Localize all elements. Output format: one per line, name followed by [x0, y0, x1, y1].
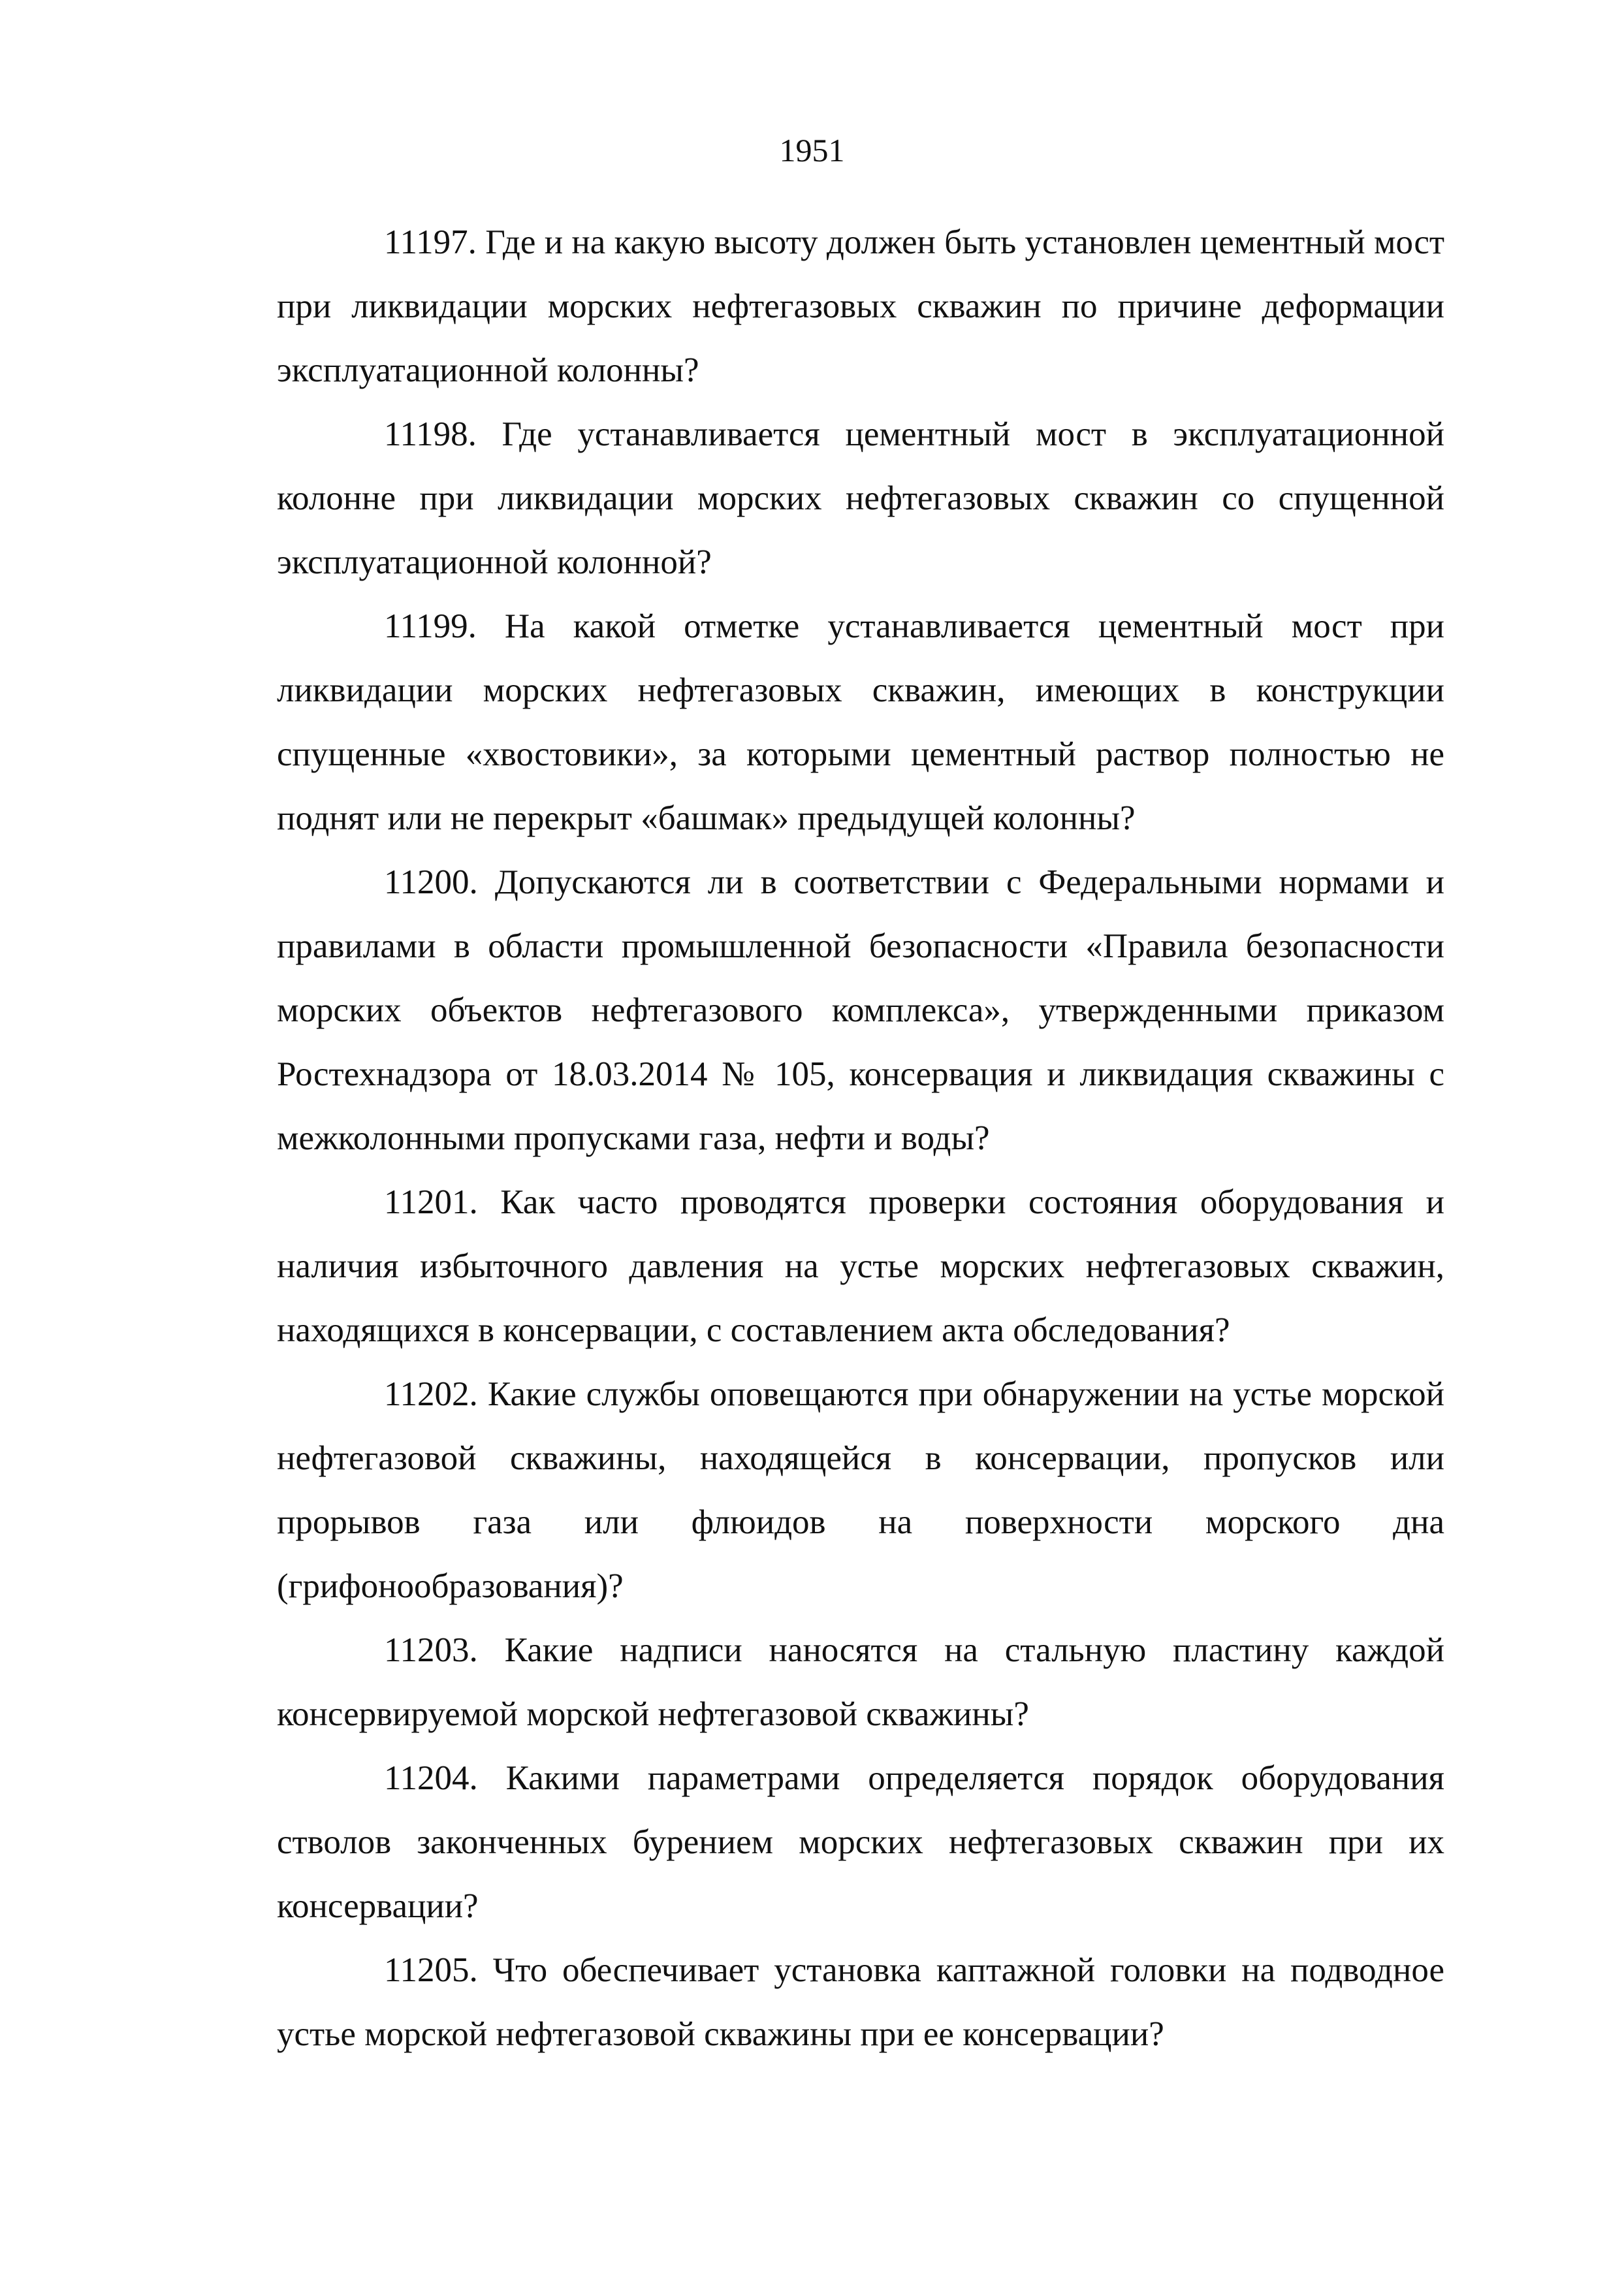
page-number: 1951	[779, 132, 845, 168]
question-number: 11202.	[384, 1375, 478, 1413]
question-text	[231, 1170, 1444, 1362]
question-body: Где и на какую высоту должен быть установлен цементный мост при ликвидации морских нефтегазовых скважин по причине деформации эксплуатационной колонны?	[277, 223, 1445, 389]
question-number: 11198.	[384, 415, 477, 453]
question-text	[231, 594, 1444, 850]
question-body: Как часто проводятся проверки состояния оборудования и наличия избыточного давления на устье морских нефтегазовых скважин, находящихся в консервации, с составлением акта обследования?	[277, 1183, 1445, 1349]
question-body: На какой отметке устанавливается цементный мост при ликвидации морских нефтегазовых скважин, имеющих в конструкции спущенные «хвостовики», за которыми цементный раствор полностью не поднят или не перекрыт «башмак» предыдущей колонны?	[277, 607, 1444, 837]
question-number: 11201.	[384, 1183, 478, 1221]
question-text	[231, 1618, 1444, 1746]
question-item	[231, 402, 1444, 594]
question-item	[231, 1362, 1444, 1618]
question-item	[231, 594, 1444, 850]
question-text	[231, 850, 1444, 1170]
question-item	[231, 1618, 1444, 1746]
question-item	[231, 850, 1444, 1170]
question-number: 11199.	[384, 607, 477, 645]
question-item	[231, 210, 1444, 402]
question-body: Какие службы оповещаются при обнаружении на устье морской нефтегазовой скважины, находящейся в консервации, пропусков или прорывов газа или флюидов на поверхности морского дна (грифонообразования)?	[277, 1375, 1444, 1605]
question-number: 11205.	[384, 1951, 478, 1989]
question-body: Где устанавливается цементный мост в эксплуатационной колонне при ликвидации морских нефтегазовых скважин со спущенной эксплуатационной колонной?	[277, 415, 1445, 581]
question-item	[231, 1170, 1444, 1362]
question-item	[231, 1746, 1444, 1938]
question-body: Что обеспечивает установка каптажной головки на подводное устье морской нефтегазовой скважины при ее консервации?	[277, 1951, 1445, 2053]
question-item	[231, 1938, 1444, 2066]
question-number: 11204.	[384, 1759, 478, 1797]
question-list	[231, 210, 1444, 2066]
question-number: 11203.	[384, 1631, 478, 1669]
question-body: Какие надписи наносятся на стальную пластину каждой консервируемой морской нефтегазовой скважины?	[277, 1631, 1444, 1733]
question-number: 11200.	[384, 863, 478, 901]
question-body: Какими параметрами определяется порядок оборудования стволов законченных бурением морских нефтегазовых скважин при их консервации?	[277, 1759, 1445, 1925]
question-text	[231, 1938, 1444, 2066]
question-body: Допускаются ли в соответствии с Федеральными нормами и правилами в области промышленной безопасности «Правила безопасности морских объектов нефтегазового комплекса», утвержденными приказом Ростехнадзора от 18.03.2014 № 105, консервация и ликвидация скважины с межколонными пропусками газа, нефти и воды?	[277, 863, 1445, 1157]
question-text	[231, 402, 1444, 594]
question-text	[231, 210, 1444, 402]
question-text	[231, 1746, 1444, 1938]
question-text	[231, 1362, 1444, 1618]
question-number: 11197.	[384, 223, 477, 261]
